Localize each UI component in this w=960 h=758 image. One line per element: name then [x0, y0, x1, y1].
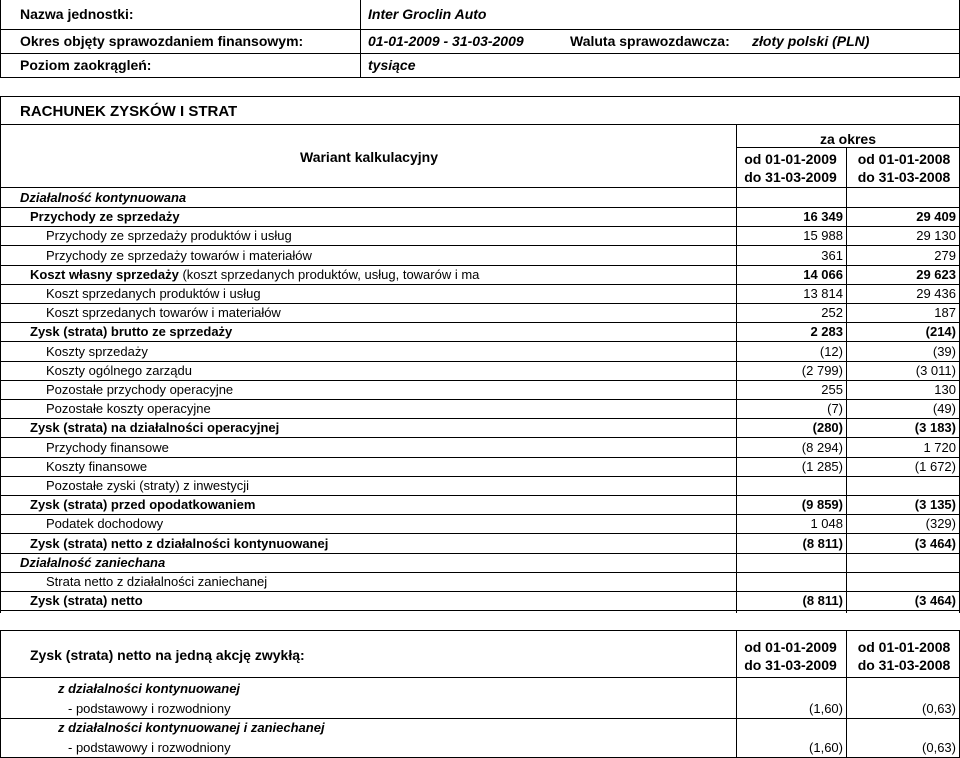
eps-row-label: z działalności kontynuowanej: [58, 681, 241, 696]
eps-row: [0, 738, 960, 757]
row-label: Pozostałe zyski (straty) z inwestycji: [46, 478, 249, 493]
row-label: Koszt własny sprzedaży (koszt sprzedanych produktów, usług, towarów i ma: [30, 266, 480, 282]
row-label: Przychody ze sprzedaży towarów i materiałów: [46, 247, 312, 263]
value-2008: 29 436: [916, 286, 956, 301]
table-row: [0, 265, 960, 284]
table-row: [0, 207, 960, 226]
value-2008: 29 409: [916, 209, 956, 225]
row-label: Działalność kontynuowana: [20, 190, 187, 205]
table-row: [0, 322, 960, 341]
period-label: Okres objęty sprawozdaniem finansowym:: [20, 33, 304, 49]
value-2009: (2 799): [801, 362, 843, 378]
eps-value-2008: (0,63): [922, 700, 956, 716]
value-2009: 255: [821, 382, 843, 397]
value-2009: 2 283: [810, 324, 843, 340]
period-header: za okres: [819, 131, 877, 147]
table-row: [0, 418, 960, 437]
value-2009: (280): [812, 420, 843, 436]
table-row: [0, 342, 960, 361]
row-label: Koszty sprzedaży: [46, 343, 148, 359]
value-2009: 15 988: [803, 228, 843, 244]
table-row: [0, 188, 960, 207]
value-2008: (3 011): [915, 362, 956, 378]
eps-value-2008: (0,63): [922, 739, 956, 755]
currency-label: Waluta sprawozdawcza:: [570, 33, 730, 49]
table-row: [0, 572, 960, 591]
entity-value: Inter Groclin Auto: [368, 6, 487, 22]
row-label: Strata netto z działalności zaniechanej: [46, 574, 268, 589]
value-2008: 130: [934, 382, 956, 397]
value-2009: 14 066: [803, 266, 843, 282]
col1-from: od 01-01-2009: [744, 151, 837, 167]
row-label: Zysk (strata) przed opodatkowaniem: [30, 497, 256, 513]
col2-from: od 01-01-2008: [857, 151, 951, 167]
row-label: Zysk (strata) brutto ze sprzedaży: [30, 324, 233, 340]
value-2008: (49): [932, 401, 956, 417]
value-2009: 252: [821, 305, 843, 321]
table-row: [0, 553, 960, 572]
row-label: Przychody finansowe: [46, 439, 169, 455]
value-2009: (1 285): [801, 458, 843, 474]
table-row: [0, 246, 960, 265]
row-label: Działalność zaniechana: [20, 554, 166, 570]
row-label: Zysk (strata) na działalności operacyjnej: [30, 420, 280, 436]
statement-title: RACHUNEK ZYSKÓW I STRAT: [20, 103, 238, 120]
value-2008: 1 720: [923, 439, 956, 455]
col1-to: do 31-03-2009: [744, 169, 837, 185]
value-2009: 13 814: [803, 286, 843, 301]
row-label: Zysk (strata) netto: [30, 593, 143, 609]
table-row: [0, 361, 960, 380]
value-2008: 187: [934, 305, 956, 321]
value-2008: 279: [934, 247, 956, 263]
row-label: Pozostałe koszty operacyjne: [46, 401, 211, 417]
value-2008: (1 672): [914, 458, 956, 474]
eps-row-label: - podstawowy i rozwodniony: [68, 700, 231, 716]
eps-row: [0, 699, 960, 718]
period-value: 01-01-2009 - 31-03-2009: [368, 33, 524, 49]
value-2008: 29 623: [916, 266, 956, 282]
value-2009: 1 048: [810, 516, 843, 532]
table-row: [0, 284, 960, 303]
table-row: [0, 226, 960, 245]
value-2009: (9 859): [801, 497, 843, 513]
variant-label: Wariant kalkulacyjny: [300, 149, 438, 165]
entity-label: Nazwa jednostki:: [20, 6, 134, 22]
value-2008: (3 135): [914, 497, 956, 513]
row-label: Pozostałe przychody operacyjne: [46, 382, 234, 397]
table-row: [0, 476, 960, 495]
table-row: [0, 399, 960, 418]
row-label: Podatek dochodowy: [46, 516, 164, 532]
value-2008: (329): [925, 516, 956, 532]
table-row: [0, 303, 960, 322]
value-2008: 29 130: [916, 228, 956, 244]
value-2008: (39): [932, 343, 956, 359]
table-row: [0, 591, 960, 610]
value-2008: (214): [925, 324, 956, 340]
eps-row: [0, 679, 960, 698]
table-row: [0, 534, 960, 553]
eps-row-label: - podstawowy i rozwodniony: [68, 739, 231, 755]
eps-col1-from: od 01-01-2009: [744, 639, 837, 655]
rounding-value: tysiące: [368, 57, 416, 73]
value-2009: (8 294): [801, 439, 843, 455]
col2-to: do 31-03-2008: [857, 169, 951, 185]
table-row: [0, 457, 960, 476]
row-label: Koszty finansowe: [46, 458, 148, 474]
eps-row: [0, 718, 960, 737]
value-2009: (8 811): [802, 535, 843, 551]
row-label: Przychody ze sprzedaży: [30, 209, 180, 225]
eps-col2-to: do 31-03-2008: [857, 657, 951, 673]
eps-value-2009: (1,60): [809, 739, 843, 755]
value-2008: (3 464): [914, 593, 956, 609]
eps-value-2009: (1,60): [809, 700, 843, 716]
value-2009: (12): [819, 343, 843, 359]
eps-title: Zysk (strata) netto na jedną akcję zwykłą:: [30, 647, 305, 663]
value-2009: 16 349: [803, 209, 843, 225]
row-label: Koszty ogólnego zarządu: [46, 362, 192, 378]
table-row: [0, 514, 960, 533]
eps-col1-to: do 31-03-2009: [744, 657, 837, 673]
row-label: Koszt sprzedanych produktów i usług: [46, 286, 261, 301]
table-row: [0, 495, 960, 514]
value-2009: 361: [821, 247, 843, 263]
eps-row-label: z działalności kontynuowanej i zaniechanej: [58, 720, 325, 735]
table-row: [0, 380, 960, 399]
value-2009: (7): [827, 401, 843, 417]
row-label: Zysk (strata) netto z działalności kontynuowanej: [30, 535, 329, 551]
currency-value: złoty polski (PLN): [752, 33, 870, 49]
row-label: Przychody ze sprzedaży produktów i usług: [46, 228, 292, 244]
row-label: Koszt sprzedanych towarów i materiałów: [46, 305, 281, 321]
value-2009: (8 811): [802, 593, 843, 609]
value-2008: (3 464): [914, 535, 956, 551]
table-row: [0, 438, 960, 457]
value-2008: (3 183): [914, 420, 956, 436]
rounding-label: Poziom zaokrągleń:: [20, 57, 152, 73]
eps-col2-from: od 01-01-2008: [857, 639, 951, 655]
